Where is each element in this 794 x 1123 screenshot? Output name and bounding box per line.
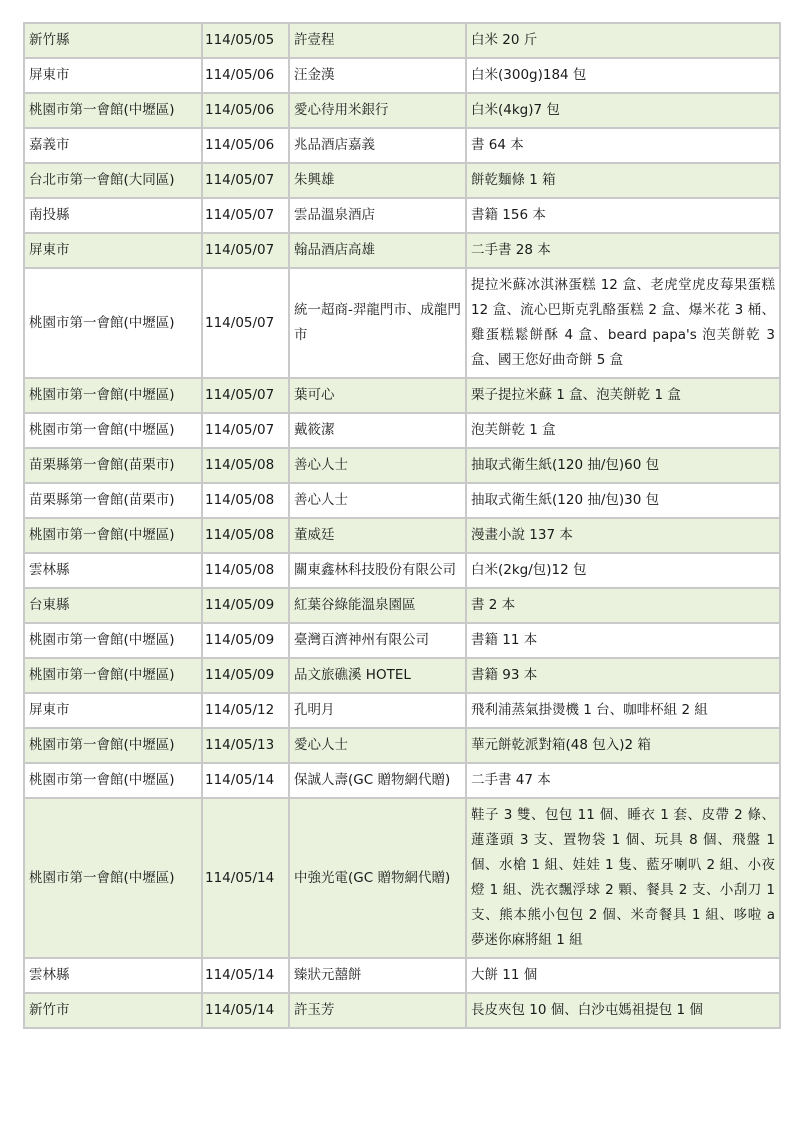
donor-cell: 孔明月 xyxy=(289,693,466,728)
date-cell: 114/05/09 xyxy=(202,623,289,658)
donor-cell: 善心人士 xyxy=(289,483,466,518)
items-cell: 提拉米蘇冰淇淋蛋糕 12 盒、老虎堂虎皮莓果蛋糕 12 盒、流心巴斯克乳酪蛋糕 2 盒、爆米花 3 桶、雞蛋糕鬆餅酥 4 盒、beard papa's 泡芙餅乾 3 盒、國王您好曲奇餅 5 盒 xyxy=(466,268,780,378)
items-cell: 漫畫小說 137 本 xyxy=(466,518,780,553)
recipient-cell: 桃園市第一會館(中壢區) xyxy=(24,93,202,128)
donor-cell: 紅葉谷綠能溫泉園區 xyxy=(289,588,466,623)
items-cell: 大餅 11 個 xyxy=(466,958,780,993)
table-row xyxy=(24,23,780,58)
date-cell: 114/05/14 xyxy=(202,798,289,958)
table-row xyxy=(24,553,780,588)
recipient-cell: 桃園市第一會館(中壢區) xyxy=(24,413,202,448)
items-cell: 抽取式衛生紙(120 抽/包)30 包 xyxy=(466,483,780,518)
date-cell: 114/05/07 xyxy=(202,233,289,268)
date-cell: 114/05/06 xyxy=(202,58,289,93)
table-row xyxy=(24,93,780,128)
items-cell: 白米(4kg)7 包 xyxy=(466,93,780,128)
donor-cell: 許壹程 xyxy=(289,23,466,58)
table-row xyxy=(24,658,780,693)
recipient-cell: 新竹市 xyxy=(24,993,202,1028)
items-cell: 書 2 本 xyxy=(466,588,780,623)
recipient-cell: 桃園市第一會館(中壢區) xyxy=(24,798,202,958)
donor-cell: 葉可心 xyxy=(289,378,466,413)
items-cell: 二手書 47 本 xyxy=(466,763,780,798)
recipient-cell: 台東縣 xyxy=(24,588,202,623)
table-row xyxy=(24,58,780,93)
items-cell: 餅乾麵條 1 箱 xyxy=(466,163,780,198)
items-cell: 泡芙餅乾 1 盒 xyxy=(466,413,780,448)
donor-cell: 愛心待用米銀行 xyxy=(289,93,466,128)
date-cell: 114/05/06 xyxy=(202,128,289,163)
date-cell: 114/05/14 xyxy=(202,763,289,798)
donor-cell: 保誠人壽(GC 贈物網代贈) xyxy=(289,763,466,798)
date-cell: 114/05/08 xyxy=(202,448,289,483)
recipient-cell: 台北市第一會館(大同區) xyxy=(24,163,202,198)
donation-table-body xyxy=(24,23,780,1028)
recipient-cell: 苗栗縣第一會館(苗栗市) xyxy=(24,483,202,518)
items-cell: 書籍 11 本 xyxy=(466,623,780,658)
date-cell: 114/05/13 xyxy=(202,728,289,763)
donor-cell: 許玉芳 xyxy=(289,993,466,1028)
table-row xyxy=(24,198,780,233)
recipient-cell: 雲林縣 xyxy=(24,553,202,588)
items-cell: 白米(300g)184 包 xyxy=(466,58,780,93)
items-cell: 抽取式衛生紙(120 抽/包)60 包 xyxy=(466,448,780,483)
table-row xyxy=(24,518,780,553)
recipient-cell: 屏東市 xyxy=(24,58,202,93)
recipient-cell: 新竹縣 xyxy=(24,23,202,58)
donor-cell: 臺灣百濟神州有限公司 xyxy=(289,623,466,658)
table-row xyxy=(24,693,780,728)
recipient-cell: 苗栗縣第一會館(苗栗市) xyxy=(24,448,202,483)
recipient-cell: 嘉義市 xyxy=(24,128,202,163)
table-row xyxy=(24,483,780,518)
date-cell: 114/05/07 xyxy=(202,268,289,378)
donor-cell: 臻狀元囍餅 xyxy=(289,958,466,993)
donor-cell: 中強光電(GC 贈物網代贈) xyxy=(289,798,466,958)
date-cell: 114/05/09 xyxy=(202,588,289,623)
date-cell: 114/05/09 xyxy=(202,658,289,693)
donor-cell: 善心人士 xyxy=(289,448,466,483)
table-row xyxy=(24,728,780,763)
recipient-cell: 桃園市第一會館(中壢區) xyxy=(24,518,202,553)
items-cell: 栗子提拉米蘇 1 盒、泡芙餅乾 1 盒 xyxy=(466,378,780,413)
donor-cell: 統一超商-羿龍門市、成龍門市 xyxy=(289,268,466,378)
table-row xyxy=(24,378,780,413)
donor-cell: 朱興雄 xyxy=(289,163,466,198)
table-row xyxy=(24,798,780,958)
date-cell: 114/05/08 xyxy=(202,483,289,518)
recipient-cell: 桃園市第一會館(中壢區) xyxy=(24,728,202,763)
donor-cell: 品文旅礁溪 HOTEL xyxy=(289,658,466,693)
items-cell: 白米(2kg/包)12 包 xyxy=(466,553,780,588)
items-cell: 鞋子 3 雙、包包 11 個、睡衣 1 套、皮帶 2 條、蓮蓬頭 3 支、置物袋 1 個、玩具 8 個、飛盤 1 個、水槍 1 組、娃娃 1 隻、藍牙喇叭 2 組、小夜燈 1 組、洗衣飄浮球 2 顆、餐具 2 支、小刮刀 1 支、熊本熊小包包 2 個、米奇餐具 1 組、哆啦 a 夢迷你麻將組 1 組 xyxy=(466,798,780,958)
recipient-cell: 南投縣 xyxy=(24,198,202,233)
table-row xyxy=(24,448,780,483)
donor-cell: 汪金漢 xyxy=(289,58,466,93)
donor-cell: 關東鑫林科技股份有限公司 xyxy=(289,553,466,588)
recipient-cell: 屏東市 xyxy=(24,693,202,728)
donor-cell: 翰品酒店高雄 xyxy=(289,233,466,268)
date-cell: 114/05/14 xyxy=(202,958,289,993)
date-cell: 114/05/08 xyxy=(202,518,289,553)
table-row xyxy=(24,233,780,268)
items-cell: 二手書 28 本 xyxy=(466,233,780,268)
items-cell: 華元餅乾派對箱(48 包入)2 箱 xyxy=(466,728,780,763)
date-cell: 114/05/14 xyxy=(202,993,289,1028)
date-cell: 114/05/07 xyxy=(202,198,289,233)
table-row xyxy=(24,163,780,198)
table-row xyxy=(24,588,780,623)
date-cell: 114/05/06 xyxy=(202,93,289,128)
items-cell: 飛利浦蒸氣掛燙機 1 台、咖啡杯組 2 組 xyxy=(466,693,780,728)
items-cell: 書 64 本 xyxy=(466,128,780,163)
recipient-cell: 桃園市第一會館(中壢區) xyxy=(24,623,202,658)
items-cell: 書籍 156 本 xyxy=(466,198,780,233)
donor-cell: 董威廷 xyxy=(289,518,466,553)
table-row xyxy=(24,623,780,658)
date-cell: 114/05/12 xyxy=(202,693,289,728)
items-cell: 長皮夾包 10 個、白沙屯媽祖提包 1 個 xyxy=(466,993,780,1028)
donation-table xyxy=(23,22,781,1029)
table-row xyxy=(24,993,780,1028)
date-cell: 114/05/05 xyxy=(202,23,289,58)
items-cell: 書籍 93 本 xyxy=(466,658,780,693)
recipient-cell: 屏東市 xyxy=(24,233,202,268)
recipient-cell: 桃園市第一會館(中壢區) xyxy=(24,658,202,693)
table-row xyxy=(24,268,780,378)
table-row xyxy=(24,763,780,798)
table-row xyxy=(24,958,780,993)
items-cell: 白米 20 斤 xyxy=(466,23,780,58)
date-cell: 114/05/07 xyxy=(202,378,289,413)
table-row xyxy=(24,128,780,163)
date-cell: 114/05/07 xyxy=(202,163,289,198)
date-cell: 114/05/07 xyxy=(202,413,289,448)
donor-cell: 戴筱潔 xyxy=(289,413,466,448)
recipient-cell: 桃園市第一會館(中壢區) xyxy=(24,763,202,798)
table-row xyxy=(24,413,780,448)
recipient-cell: 桃園市第一會館(中壢區) xyxy=(24,268,202,378)
recipient-cell: 雲林縣 xyxy=(24,958,202,993)
donor-cell: 雲品溫泉酒店 xyxy=(289,198,466,233)
date-cell: 114/05/08 xyxy=(202,553,289,588)
donor-cell: 愛心人士 xyxy=(289,728,466,763)
donor-cell: 兆品酒店嘉義 xyxy=(289,128,466,163)
recipient-cell: 桃園市第一會館(中壢區) xyxy=(24,378,202,413)
